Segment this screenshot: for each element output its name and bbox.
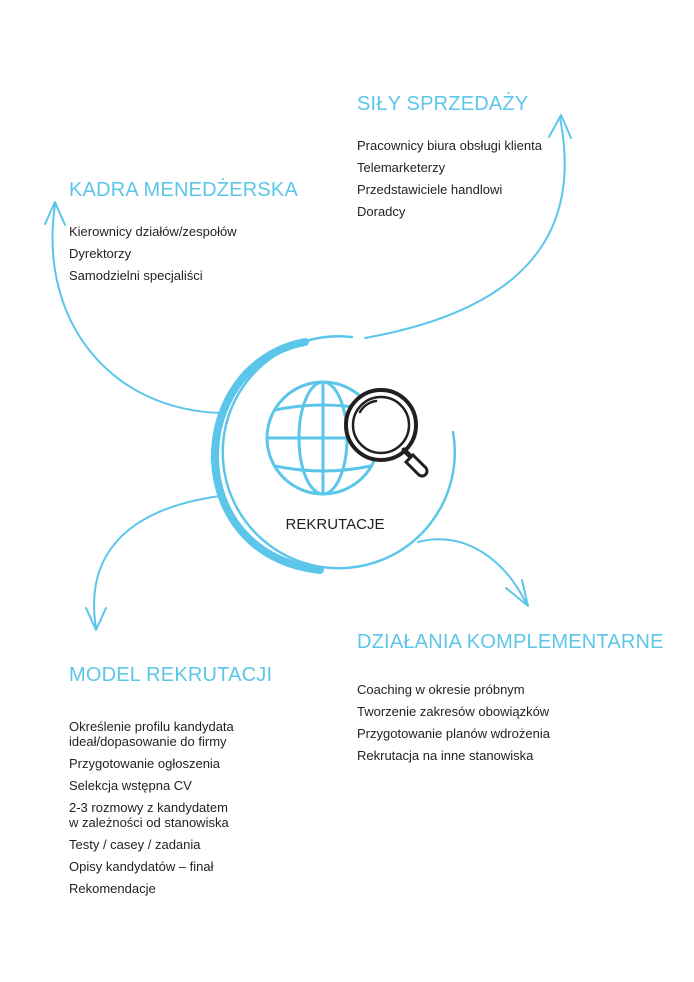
list-item: Kierownicy działów/zespołów <box>69 224 237 239</box>
arrow-to-model <box>94 496 220 628</box>
list-item: Rekrutacja na inne stanowiska <box>357 748 534 763</box>
list-item: Testy / casey / zadania <box>69 837 201 852</box>
list-item: 2-3 rozmowy z kandydatem w zależności od stanowiska <box>69 800 229 830</box>
section-model <box>69 664 272 903</box>
section-title-sales: SIŁY SPRZEDAŻY <box>357 93 529 115</box>
list-item: Przedstawiciele handlowi <box>357 182 503 197</box>
arrowhead-sales <box>549 115 571 138</box>
list-item: Przygotowanie planów wdrożenia <box>357 726 550 741</box>
list-item: Opisy kandydatów – finał <box>69 859 214 874</box>
arrowhead-complementary <box>506 580 528 606</box>
item-list-managers <box>69 224 298 283</box>
section-title-complementary: DZIAŁANIA KOMPLEMENTARNE <box>357 631 664 653</box>
item-list-sales <box>357 138 542 219</box>
section-complementary <box>357 631 664 770</box>
list-item: Selekcja wstępna CV <box>69 778 192 793</box>
list-item: Pracownicy biura obsługi klienta <box>357 138 542 153</box>
list-item: Tworzenie zakresów obowiązków <box>357 704 550 719</box>
center-ring <box>223 336 455 568</box>
list-item: Dyrektorzy <box>69 246 132 261</box>
center-ring-thick <box>215 342 320 570</box>
list-item: Określenie profilu kandydata ideał/dopasowanie do firmy <box>69 719 234 749</box>
section-title-managers: KADRA MENEDŻERSKA <box>69 179 299 201</box>
section-sales <box>357 93 542 226</box>
list-item: Coaching w okresie próbnym <box>357 682 525 697</box>
section-managers <box>69 179 298 290</box>
list-item: Samodzielni specjaliści <box>69 268 203 283</box>
item-list-complementary <box>357 682 664 763</box>
list-item: Rekomendacje <box>69 881 156 896</box>
arrow-to-complementary <box>418 539 526 603</box>
magnifier-icon <box>346 390 427 476</box>
item-list-model <box>69 719 272 896</box>
center-label: REKRUTACJE <box>285 516 385 533</box>
section-title-model: MODEL REKRUTACJI <box>69 664 273 686</box>
list-item: Telemarketerzy <box>357 160 446 175</box>
list-item: Przygotowanie ogłoszenia <box>69 756 221 771</box>
list-item: Doradcy <box>357 204 406 219</box>
